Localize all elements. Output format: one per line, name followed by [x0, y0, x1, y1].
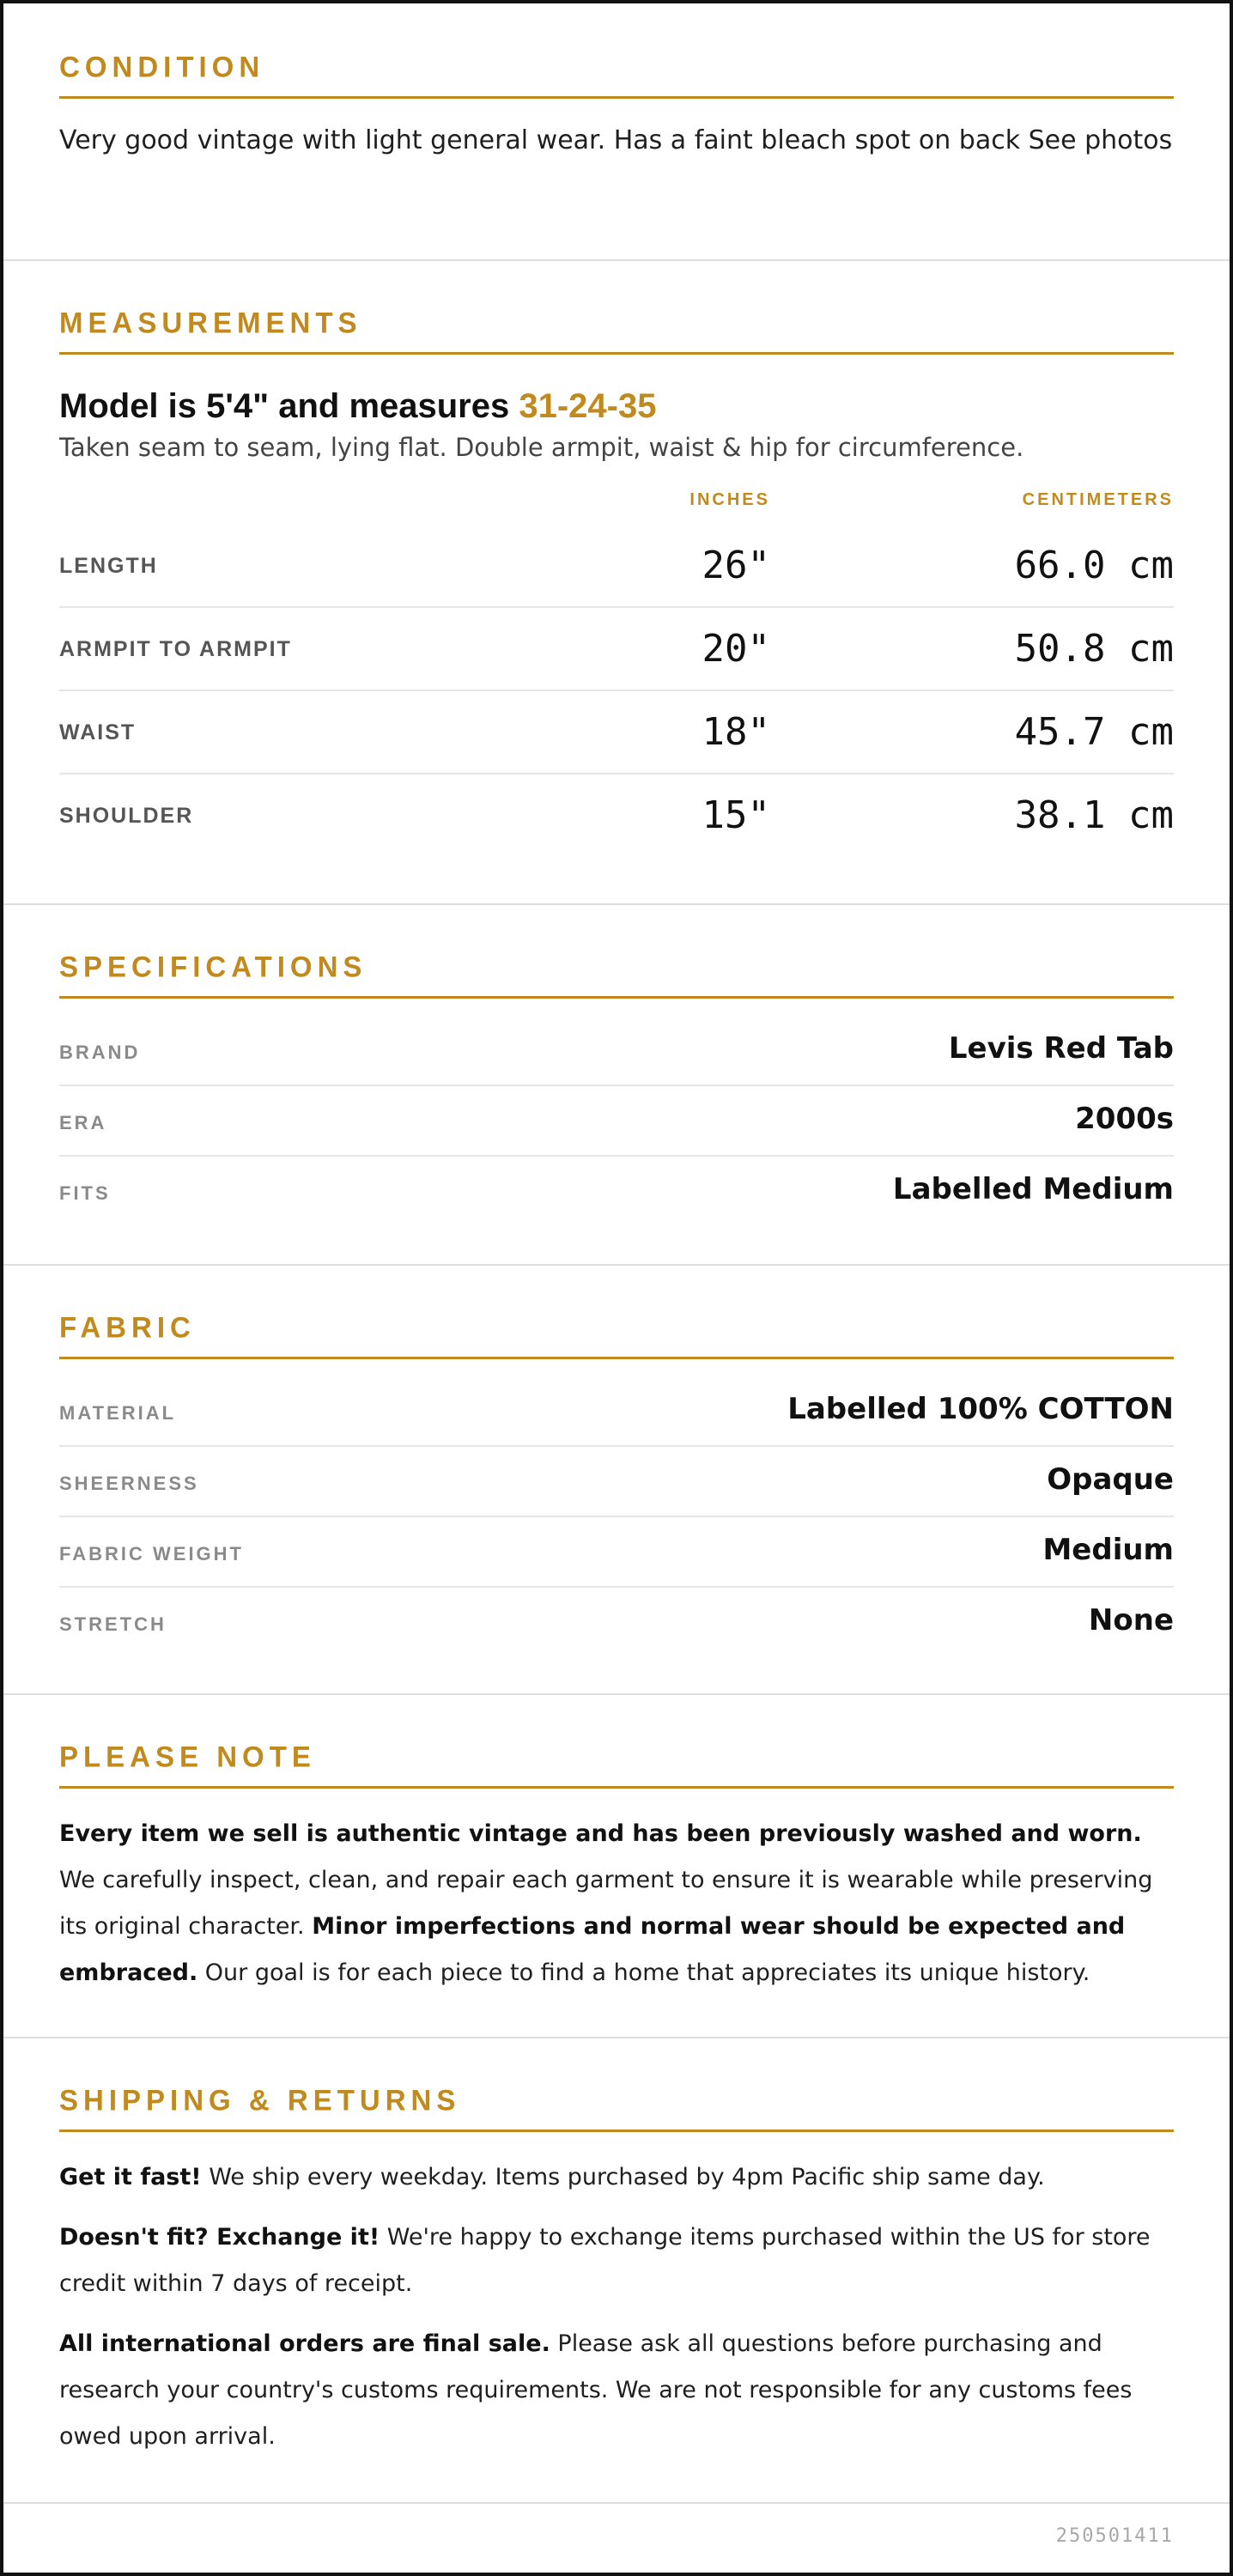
fabric-row: [59, 1447, 1174, 1517]
measurements-heading: MEASUREMENTS: [59, 306, 362, 339]
measurement-label: LENGTH: [59, 554, 158, 578]
fabric-label: STRETCH: [59, 1613, 167, 1635]
measurement-label: WAIST: [59, 720, 137, 744]
shipping-paragraph-1: [59, 2154, 1174, 2201]
shipping-p2-bold: Doesn't fit? Exchange it!: [59, 2224, 380, 2251]
measurements-heading-rule: [59, 352, 1174, 355]
shipping-p1-bold: Get it fast!: [59, 2164, 202, 2190]
measurement-row: [59, 691, 1174, 775]
spec-label: ERA: [59, 1112, 107, 1133]
measurement-cm: 45.7 cm: [1014, 710, 1174, 754]
spec-row: [59, 1016, 1174, 1086]
fabric-label: MATERIAL: [59, 1402, 177, 1424]
measurement-row: [59, 608, 1174, 691]
shipping-paragraph-2: [59, 2215, 1174, 2307]
measurement-inches: 26": [702, 544, 770, 587]
condition-text: Very good vintage with light general wear. Has a faint bleach spot on back See photos: [59, 125, 1173, 155]
inches-column-header: INCHES: [689, 490, 770, 509]
spec-value: Levis Red Tab: [948, 1031, 1174, 1066]
centimeters-column-header: CENTIMETERS: [1022, 490, 1174, 509]
please-note-bold-1: Every item we sell is authentic vintage and has been previously washed and worn.: [59, 1820, 1142, 1847]
model-measures: [59, 386, 1174, 427]
shipping-p2-text: We're happy to exchange items purchased within the US for store credit within 7 days of receipt.: [59, 2224, 1151, 2297]
model-measures-prefix: Model is 5'4" and measures: [59, 387, 519, 425]
specifications-list: [59, 1016, 1174, 1225]
measurements-column-headers: [59, 490, 1174, 525]
measurement-inches: 18": [702, 710, 770, 754]
measurement-row: [59, 525, 1174, 608]
condition-heading-rule: [59, 96, 1174, 99]
condition-heading: CONDITION: [59, 50, 265, 83]
shipping-p1-text: We ship every weekday. Items purchased by 4pm Pacific ship same day.: [201, 2164, 1045, 2190]
fabric-list: [59, 1376, 1174, 1656]
measurement-row: [59, 775, 1174, 856]
fabric-row: [59, 1588, 1174, 1656]
fabric-row: [59, 1376, 1174, 1447]
shipping-heading-rule: [59, 2129, 1174, 2132]
spec-label: BRAND: [59, 1042, 141, 1063]
spec-label: FITS: [59, 1182, 111, 1204]
please-note-text-1: We carefully inspect, clean, and repair each garment to ensure it is wearable while preserving its original character.: [59, 1867, 1153, 1940]
fabric-value: Medium: [1042, 1533, 1174, 1567]
measurements-subtitle: Taken seam to seam, lying flat. Double armpit, waist & hip for circumference.: [59, 433, 1024, 462]
spec-row: [59, 1157, 1174, 1225]
spec-value: Labelled Medium: [892, 1172, 1174, 1206]
measurements-table: [59, 490, 1174, 856]
measurement-inches: 20": [702, 627, 770, 671]
please-note-heading-rule: [59, 1786, 1174, 1789]
measurement-label: ARMPIT TO ARMPIT: [59, 637, 292, 661]
spec-value: 2000s: [1075, 1102, 1174, 1136]
fabric-row: [59, 1517, 1174, 1588]
fabric-value: Labelled 100% COTTON: [787, 1392, 1174, 1426]
measurement-cm: 50.8 cm: [1014, 627, 1174, 671]
shipping-section: [3, 2038, 1230, 2504]
specifications-section: [3, 905, 1230, 1266]
fabric-label: FABRIC WEIGHT: [59, 1543, 244, 1564]
shipping-paragraph-3: [59, 2321, 1174, 2460]
fabric-heading-rule: [59, 1357, 1174, 1359]
measurement-cm: 66.0 cm: [1014, 544, 1174, 587]
specifications-heading: SPECIFICATIONS: [59, 950, 367, 983]
please-note-text: [59, 1811, 1174, 1996]
fabric-section: [3, 1266, 1230, 1695]
shipping-p3-bold: All international orders are final sale.: [59, 2330, 550, 2357]
please-note-bold-2: Minor imperfections and normal wear should be expected and embraced.: [59, 1913, 1126, 1986]
fabric-value: None: [1088, 1603, 1174, 1637]
condition-section: [3, 3, 1230, 261]
please-note-section: [3, 1695, 1230, 2038]
product-id: 250501411: [1055, 2525, 1174, 2547]
fabric-value: Opaque: [1047, 1462, 1174, 1497]
shipping-p3-text: Please ask all questions before purchasing and research your country's customs requirements. We are not responsible for any customs fees owed upon arrival.: [59, 2330, 1133, 2450]
measurement-inches: 15": [702, 793, 770, 837]
shipping-heading: SHIPPING & RETURNS: [59, 2083, 461, 2117]
please-note-heading: PLEASE NOTE: [59, 1740, 316, 1773]
footer-section: [3, 2504, 1230, 2573]
specifications-heading-rule: [59, 996, 1174, 999]
spec-row: [59, 1086, 1174, 1157]
fabric-heading: FABRIC: [59, 1310, 196, 1344]
model-measures-numbers: 31-24-35: [519, 387, 657, 425]
fabric-label: SHEERNESS: [59, 1473, 199, 1494]
measurement-label: SHOULDER: [59, 804, 194, 828]
please-note-text-2: Our goal is for each piece to find a home that appreciates its unique history.: [197, 1959, 1090, 1986]
measurements-section: [3, 261, 1230, 905]
measurement-cm: 38.1 cm: [1014, 793, 1174, 837]
